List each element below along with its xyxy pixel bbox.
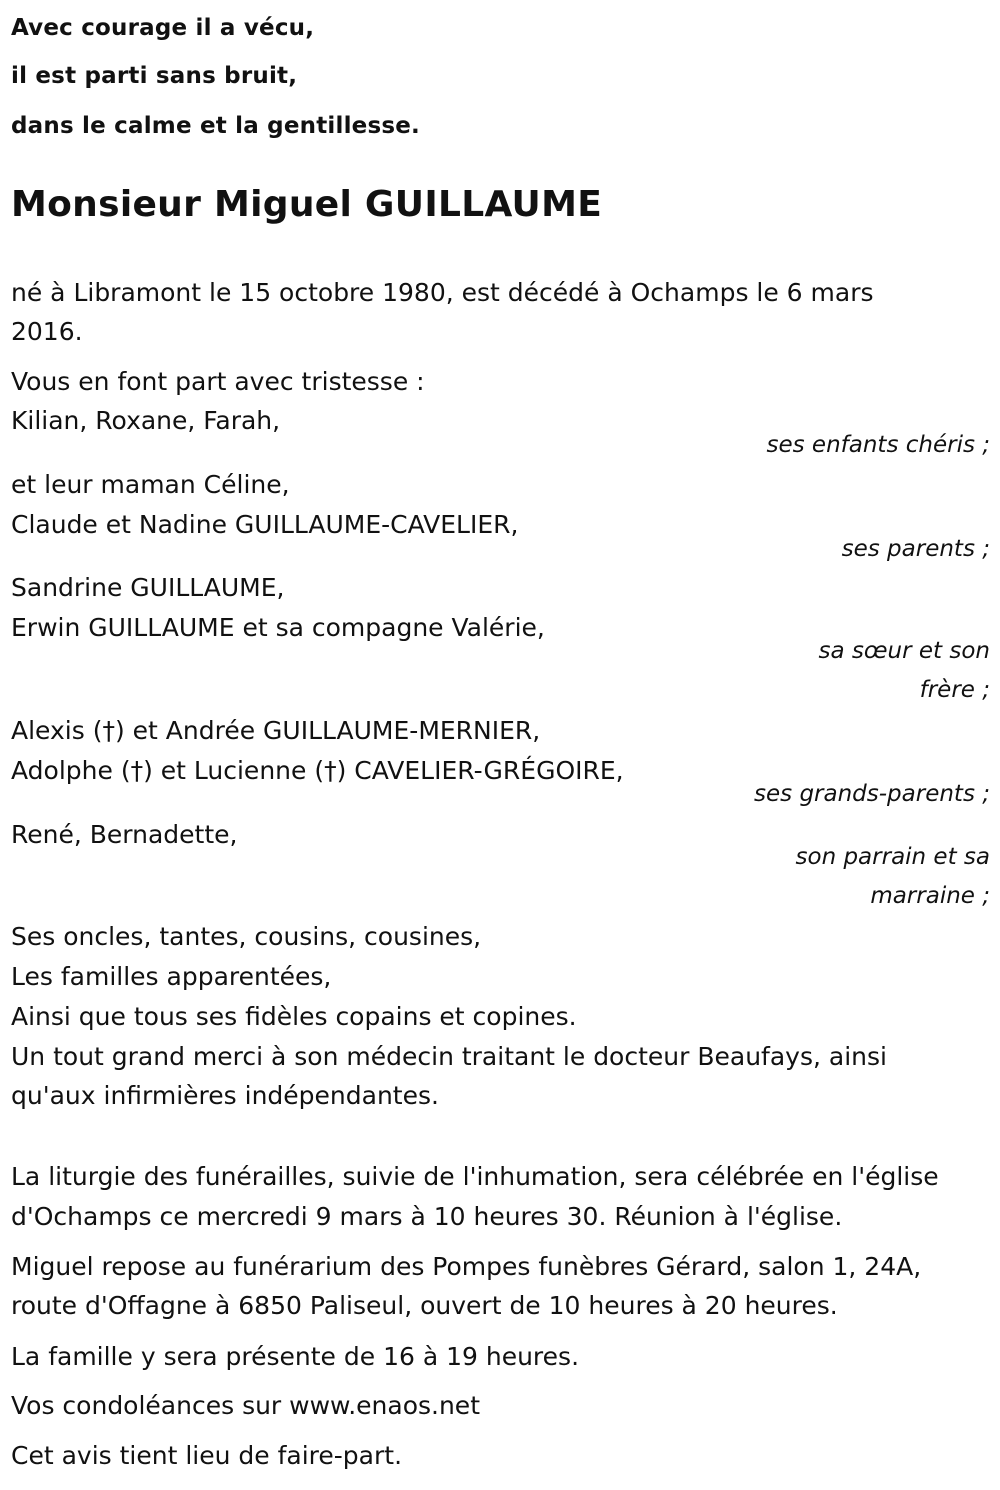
cross-icon: †	[130, 756, 144, 785]
children-names: Kilian, Roxane, Farah,	[11, 406, 281, 435]
godparents-role: son parrain et sa marraine ;	[795, 844, 990, 909]
motto-line-1: Avec courage il a vécu,	[11, 15, 315, 41]
grandparents-line-2: Adolphe (†) et Lucienne (†) CAVELIER-GRÉGOIRE,	[11, 756, 624, 785]
motto-line-3: dans le calme et la gentillesse.	[11, 113, 420, 139]
grandparents-role: ses grands-parents ;	[754, 781, 990, 807]
extended-family-1: Ses oncles, tantes, cousins, cousines,	[11, 922, 482, 951]
extended-family-2: Les familles apparentées,	[11, 962, 332, 991]
deceased-name: Monsieur Miguel GUILLAUME	[11, 184, 603, 225]
parents-role: ses parents ;	[841, 536, 990, 562]
thanks-line-1: Un tout grand merci à son médecin traitant le docteur Beaufays, ainsi	[11, 1042, 887, 1071]
mother-of-children: et leur maman Céline,	[11, 470, 290, 499]
godparents-names: René, Bernadette,	[11, 820, 238, 849]
cross-icon: †	[324, 756, 337, 785]
liturgy-line-1: La liturgie des funérailles, suivie de l'inhumation, sera célébrée en l'église	[11, 1162, 939, 1191]
condolences: Vos condoléances sur www.enaos.net	[11, 1391, 480, 1420]
rest-line-1: Miguel repose au funérarium des Pompes funèbres Gérard, salon 1, 24A,	[11, 1252, 922, 1281]
siblings-role: sa sœur et son frère ;	[818, 638, 990, 703]
children-role: ses enfants chéris ;	[766, 432, 990, 458]
motto-line-2: il est parti sans bruit,	[11, 63, 298, 89]
extended-family-3: Ainsi que tous ses fidèles copains et copines.	[11, 1002, 577, 1031]
grandparents-line-1: Alexis (†) et Andrée GUILLAUME-MERNIER,	[11, 716, 541, 745]
brother-name: Erwin GUILLAUME et sa compagne Valérie,	[11, 613, 545, 642]
birth-death-line-1: né à Libramont le 15 octobre 1980, est décédé à Ochamps le 6 mars	[11, 278, 874, 307]
sister-name: Sandrine GUILLAUME,	[11, 573, 285, 602]
liturgy-line-2: d'Ochamps ce mercredi 9 mars à 10 heures 30. Réunion à l'église.	[11, 1202, 843, 1231]
birth-death-line-2: 2016.	[11, 317, 83, 346]
family-presence: La famille y sera présente de 16 à 19 heures.	[11, 1342, 580, 1371]
cross-icon: †	[102, 716, 115, 745]
rest-line-2: route d'Offagne à 6850 Paliseul, ouvert de 10 heures à 20 heures.	[11, 1291, 838, 1320]
parents-names: Claude et Nadine GUILLAUME-CAVELIER,	[11, 510, 519, 539]
announcement-intro: Vous en font part avec tristesse :	[11, 367, 425, 396]
notice-statement: Cet avis tient lieu de faire-part.	[11, 1441, 403, 1470]
thanks-line-2: qu'aux infirmières indépendantes.	[11, 1081, 439, 1110]
